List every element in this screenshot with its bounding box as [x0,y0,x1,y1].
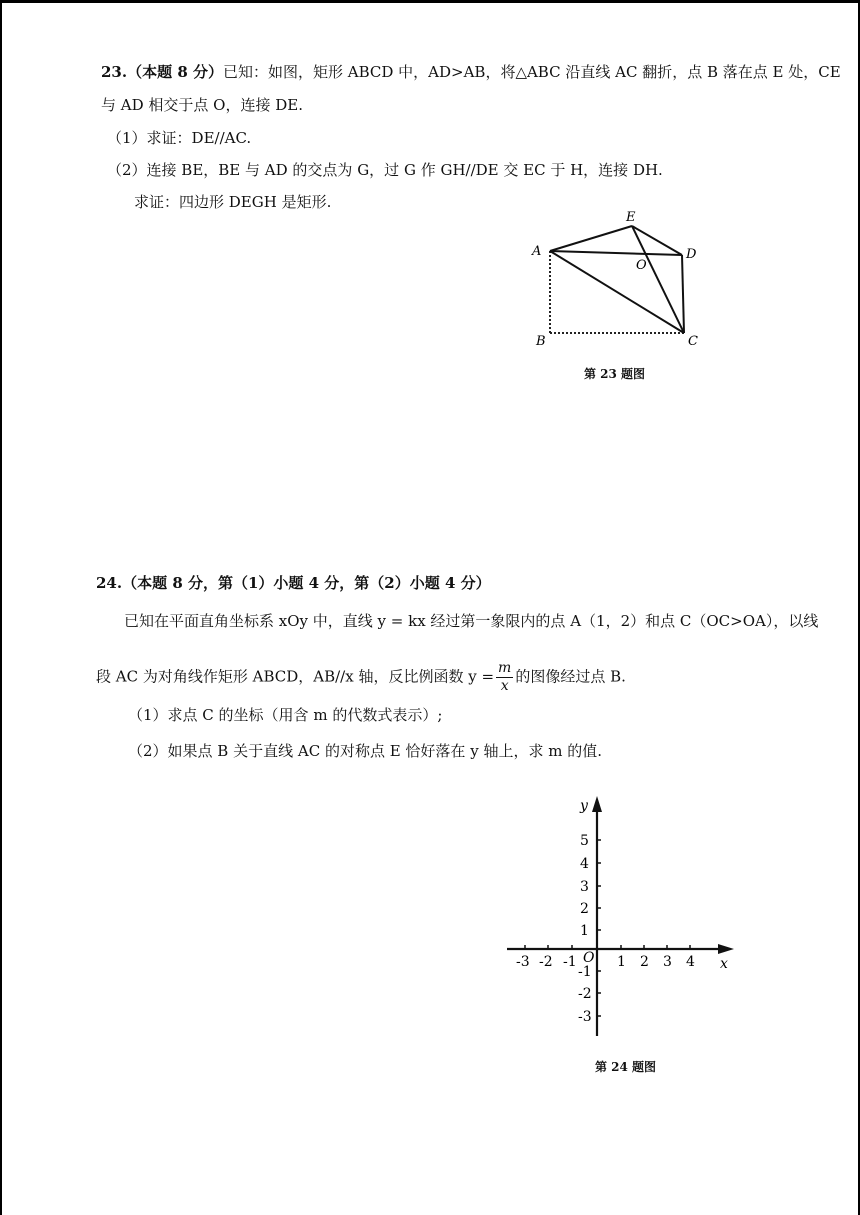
q24-part1: （1）求点 C 的坐标（用含 m 的代数式表示）; [128,706,443,724]
q24-y-tick-label: 1 [580,923,589,939]
q24-y-axis-arrow [592,796,602,812]
q23-label-D: D [686,247,697,262]
q24-y-tick-label: 3 [580,879,589,895]
q24-y-axis-label: y [580,798,588,814]
q23-segment-AD [550,251,682,255]
page-edge-left [0,0,2,1215]
q23-figure-caption: 第 23 题图 [584,367,646,381]
q24-fraction-numerator: m [498,660,512,676]
q24-y-tick-label: -3 [578,1009,592,1025]
q24-y-tick-label: -2 [578,986,592,1002]
q24-x-tick-label: -3 [516,954,530,970]
q24-y-tick-label: 4 [580,856,589,872]
q24-x-tick-label: 1 [617,954,626,970]
q23-label-E: E [626,210,636,225]
q24-x-axis-label: x [720,956,728,972]
q24-stem-line2-after: 的图像经过点 B. [515,667,626,686]
q23-header: 23.（本题 8 分） [101,63,223,81]
q24-x-tick-label: -2 [539,954,553,970]
q24-figure [500,790,745,1045]
q24-y-tick-label: 5 [580,833,589,849]
q23-segment-DC [682,255,684,333]
q23-label-O: O [636,258,647,273]
q24-origin-label: O [583,950,595,966]
q24-fraction [496,660,513,695]
q24-stem-line1: 已知在平面直角坐标系 xOy 中，直线 y = kx 经过第一象限内的点 A（1，2）和点 C（OC>OA），以线 [124,612,819,630]
q23-part2-prove: 求证：四边形 DEGH 是矩形. [134,193,332,211]
q23-stem-line1 [101,62,841,82]
q24-y-tick-label: -1 [578,964,592,980]
q24-part2: （2）如果点 B 关于直线 AC 的对称点 E 恰好落在 y 轴上，求 m 的值. [128,742,602,760]
q23-segment-AE [550,226,632,251]
q24-x-tick-label: -1 [563,954,577,970]
q24-fraction-denominator: x [500,678,509,694]
q23-part2: （2）连接 BE，BE 与 AD 的交点为 G，过 G 作 GH//DE 交 EC 于 H，连接 DH. [107,161,663,179]
q24-stem-line2-before: 段 AC 为对角线作矩形 ABCD，AB//x 轴，反比例函数 y = [96,667,495,686]
page-edge-top [0,0,860,3]
q23-stem-text1: 已知：如图，矩形 ABCD 中，AD>AB，将△ABC 沿直线 AC 翻折，点 B 落在点 E 处，CE [222,63,841,81]
q24-x-tick-label: 2 [640,954,649,970]
q24-figure-caption: 第 24 题图 [595,1060,657,1074]
q24-x-axis-arrow [718,944,734,954]
q23-label-C: C [688,334,698,349]
q24-header: 24.（本题 8 分，第（1）小题 4 分，第（2）小题 4 分） [96,574,491,592]
q24-y-tick-label: 2 [580,901,589,917]
q23-stem-line2: 与 AD 相交于点 O，连接 DE. [101,96,303,114]
q24-x-tick-label: 4 [686,954,695,970]
q23-label-A: A [532,244,542,259]
q23-part1: （1）求证：DE//AC. [107,129,252,147]
q23-label-B: B [536,334,546,349]
q23-figure [520,205,710,355]
q24-x-tick-label: 3 [663,954,672,970]
q24-stem-line2 [96,660,626,695]
